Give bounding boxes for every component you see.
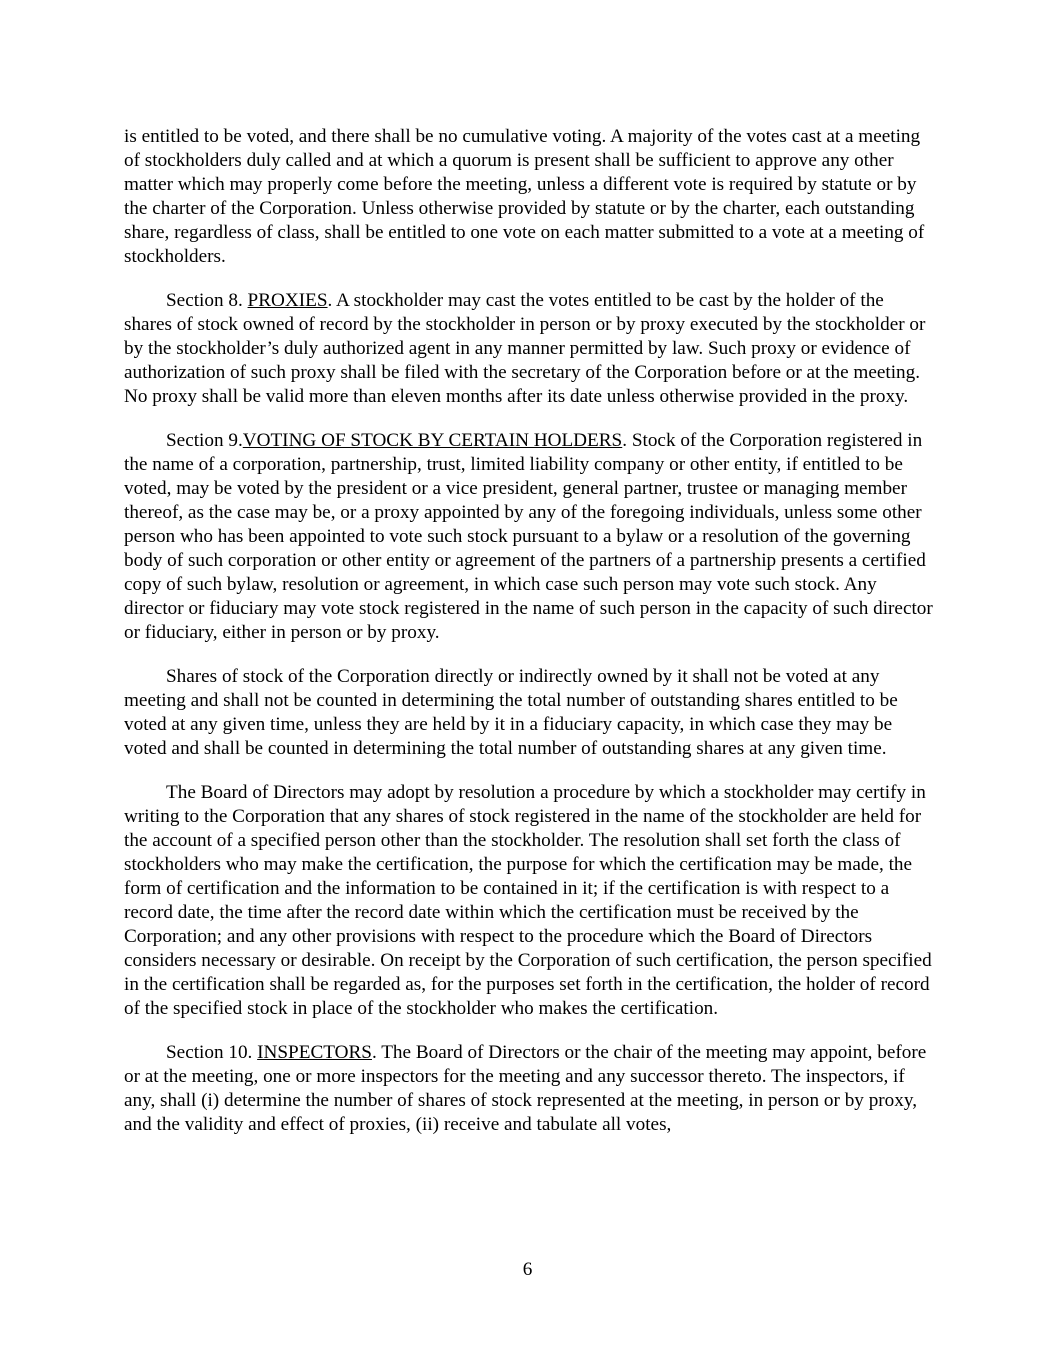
section-heading-inspectors: INSPECTORS [257,1042,372,1063]
paragraph-voting-continuation [124,125,934,269]
paragraph-text: is entitled to be voted, and there shall be no cumulative voting. A majority of the votes cast at a meeting of stockholders duly called and at which a quorum is present shall be sufficient to approve any other matter which may properly come before the meeting, unless a different vote is required by statute or by the charter of the Corporation. Unless otherwise provided by statute or by the charter, each outstanding share, regardless of class, shall be entitled to one vote on each matter submitted to a vote at a meeting of stockholders. [124,126,925,267]
paragraph-board-certification-procedure [124,781,934,1021]
paragraph-text: . The Board of Directors or the chair of the meeting may appoint, before or at the meeting, one or more inspectors for the meeting and any successor thereto. The inspectors, if any, shall (i) determine the number of shares of stock represented at the meeting, in person or by proxy, and the validity and effect of proxies, (ii) receive and tabulate all votes, [124,1042,927,1135]
section-number: Section 9. [166,430,243,451]
section-heading-proxies: PROXIES [247,290,328,311]
section-number: Section 8. [166,290,248,311]
section-10-inspectors [124,1041,934,1137]
paragraph-text: Shares of stock of the Corporation directly or indirectly owned by it shall not be voted at any meeting and shall not be counted in determining the total number of outstanding shares entitled to be voted at any given time, unless they are held by it in a fiduciary capacity, in which case they may be voted and shall be counted in determining the total number of outstanding shares at any given time. [124,666,898,759]
section-number: Section 10. [166,1042,258,1063]
document-body [124,125,934,1157]
section-8-proxies [124,289,934,409]
paragraph-text: . A stockholder may cast the votes entitled to be cast by the holder of the shares of stock owned of record by the stockholder in person or by proxy executed by the stockholder or by the stockholder’s duly authorized agent in any manner permitted by law. Such proxy or evidence of authorization of such proxy shall be filed with the secretary of the Corporation before or at the meeting. No proxy shall be valid more than eleven months after its date unless otherwise provided in the proxy. [124,290,926,407]
paragraph-text: . Stock of the Corporation registered in the name of a corporation, partnership, trust, limited liability company or other entity, if entitled to be voted, may be voted by the president or a vice president, general partner, trustee or managing member thereof, as the case may be, or a proxy appointed by any of the foregoing individuals, unless some other person who has been appointed to vote such stock pursuant to a bylaw or a resolution of the governing body of such corporation or other entity or agreement of the partners of a partnership presents a certified copy of such bylaw, resolution or agreement, in which case such person may vote such stock. Any director or fiduciary may vote stock registered in the name of such person in the capacity of such director or fiduciary, either in person or by proxy. [124,430,933,643]
section-9-voting-of-stock [124,429,934,645]
section-heading-voting-of-stock: VOTING OF STOCK BY CERTAIN HOLDERS [242,430,623,451]
page-number: 6 [522,1259,533,1280]
paragraph-shares-owned-by-corporation [124,665,934,761]
paragraph-text: The Board of Directors may adopt by resolution a procedure by which a stockholder may certify in writing to the Corporation that any shares of stock registered in the name of the stockholder are held for the account of a specified person other than the stockholder. The resolution shall set forth the class of stockholders who may make the certification, the purpose for which the certification may be made, the form of certification and the information to be contained in it; if the certification is with respect to a record date, the time after the record date within which the certification must be received by the Corporation; and any other provisions with respect to the procedure which the Board of Directors considers necessary or desirable. On receipt by the Corporation of such certification, the person specified in the certification shall be regarded as, for the purposes set forth in the certification, the holder of record of the specified stock in place of the stockholder who makes the certification. [124,782,932,1019]
